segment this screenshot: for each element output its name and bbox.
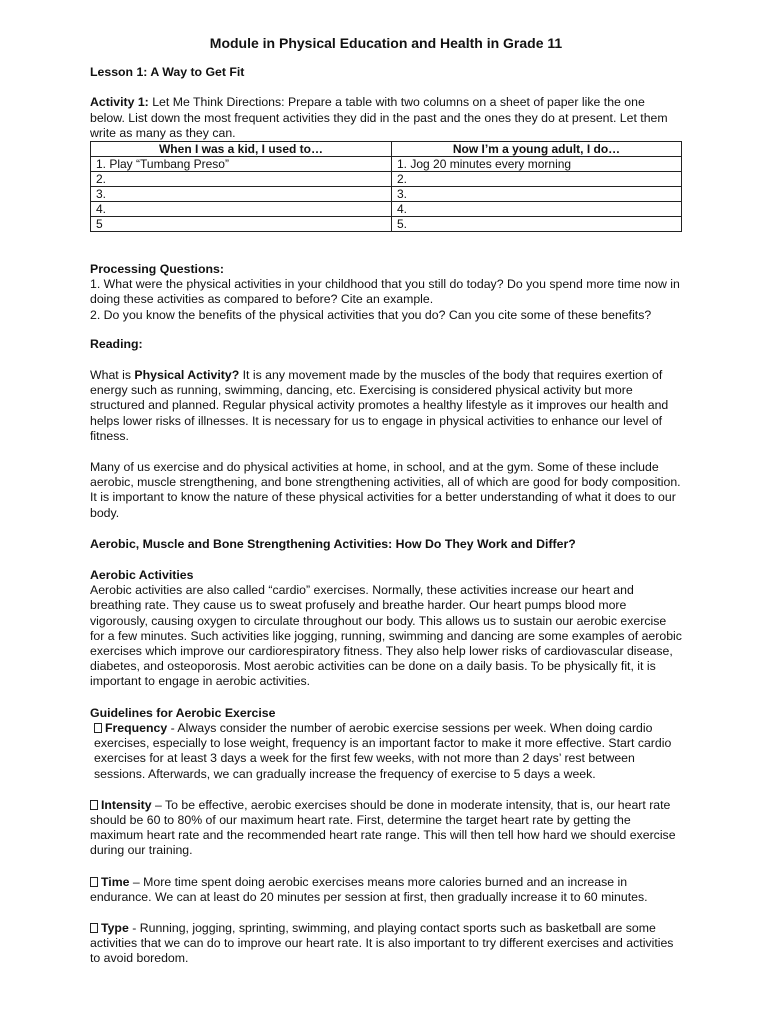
table-cell: 5.: [392, 217, 682, 232]
table-row: [91, 202, 682, 217]
processing-question-1: 1. What were the physical activities in your childhood that you still do today? Do you spend more time now in doing these activities as compared to before? Cite an example.: [90, 277, 680, 307]
reading-p1-body: It is any movement made by the muscles of the body that requires exertion of energy such as running, swimming, dancing, etc. Exercising is considered physical activity but more structured and planned. Regular physical activity promotes a healthy lifestyle as it improves our health and helps lower risks of illnesses. It is necessary for us to engage in physical activities to enhance our level of fitness.: [90, 368, 669, 443]
guideline-time: [90, 875, 682, 905]
table-row: [91, 217, 682, 232]
section-heading: Aerobic, Muscle and Bone Strengthening Activities: How Do They Work and Differ?: [90, 536, 576, 551]
table-header-past: When I was a kid, I used to…: [91, 142, 392, 157]
table-cell: 2.: [91, 172, 392, 187]
reading-p1-lead: What is: [90, 368, 135, 383]
checkbox-icon: [90, 800, 98, 810]
guideline-text: – More time spent doing aerobic exercises means more calories burned and an increase in endurance. We can at least do 20 minutes per session at first, then gradually increase it to 60 minutes.: [90, 874, 648, 904]
guideline-term: Type: [101, 920, 129, 935]
lesson-heading: Lesson 1: A Way to Get Fit: [90, 65, 245, 80]
table-cell: 3.: [91, 187, 392, 202]
table-cell: 5: [91, 217, 392, 232]
guideline-text: - Always consider the number of aerobic exercise sessions per week. When doing cardio exercises, especially to lose weight, frequency is an important factor to make it more effective. Start cardio exercises for at least 3 days a week for the first few weeks, with not more than 2 days’ rest between sessions. Afterwards, we can gradually increase the frequency of exercise to 5 days a week.: [94, 720, 672, 781]
guideline-intensity: [90, 798, 682, 859]
guideline-term: Time: [101, 874, 130, 889]
guideline-text: - Running, jogging, sprinting, swimming, and playing contact sports such as basketball are some activities that we can do to improve our heart rate. It is also important to try different exercises and activities to avoid boredom.: [90, 920, 674, 966]
table-cell: 1. Jog 20 minutes every morning: [392, 157, 682, 172]
guideline-term: Intensity: [101, 797, 152, 812]
aerobic-paragraph: Aerobic activities are also called “cardio” exercises. Normally, these activities increase our heart and breathing rate. They cause us to sweat profusely and breathe harder. Our heart pumps blood more vigorously, causing oxygen to circulate throughout our body. This allows us to sustain our aerobic exercise for a few minutes. Such activities like jogging, running, swimming and dancing are some examples of aerobic exercises which improve our cardiorespiratory fitness. They also help lower risks of cardiovascular disease, diabetes, and osteoporosis. Most aerobic activities can be done on a daily basis. To be physically fit, it is important to engage in aerobic activities.: [90, 583, 682, 689]
aerobic-heading: Aerobic Activities: [90, 568, 194, 583]
activity-paragraph: [90, 95, 682, 141]
page-title: Module in Physical Education and Health in Grade 11: [209, 35, 563, 51]
checkbox-icon: [94, 723, 102, 733]
table-cell: 2.: [392, 172, 682, 187]
reading-paragraph-1: [90, 368, 682, 444]
activity-label: Activity 1:: [90, 95, 149, 110]
guideline-term: Frequency: [105, 720, 168, 735]
table-row: [91, 172, 682, 187]
guidelines-heading: Guidelines for Aerobic Exercise: [90, 705, 276, 720]
checkbox-icon: [90, 877, 98, 887]
processing-question-2: 2. Do you know the benefits of the physical activities that you do? Can you cite some of these benefits?: [90, 307, 652, 322]
guideline-type: [90, 921, 682, 967]
checkbox-icon: [90, 923, 98, 933]
table-cell: 1. Play “Tumbang Preso”: [91, 157, 392, 172]
table-header-row: [91, 142, 682, 157]
table-row: [91, 187, 682, 202]
table-header-present: Now I’m a young adult, I do…: [392, 142, 682, 157]
processing-heading: Processing Questions:: [90, 262, 224, 277]
reading-heading: Reading:: [90, 336, 143, 351]
reading-p1-term: Physical Activity?: [134, 368, 240, 383]
table-cell: 4.: [91, 202, 392, 217]
table-row: [91, 157, 682, 172]
activity-text: Let Me Think Directions: Prepare a table with two columns on a sheet of paper like the one below. List down the most frequent activities they did in the past and the ones they do at present. Let them write as many as they can.: [90, 95, 668, 140]
guideline-frequency: [90, 721, 682, 782]
table-cell: 4.: [392, 202, 682, 217]
table-cell: 3.: [392, 187, 682, 202]
guideline-text: – To be effective, aerobic exercises should be done in moderate intensity, that is, our heart rate should be 60 to 80% of our maximum heart rate. First, determine the target heart rate by getting the maximum heart rate and the recommended heart rate range. This will then tell how hard we should exercise during our training.: [90, 797, 676, 858]
reading-paragraph-2: Many of us exercise and do physical activities at home, in school, and at the gym. Some of these include aerobic, muscle strengthening, and bone strengthening activities, all of which are good for body composition. It is important to know the nature of these physical activities for a better understanding of what it does to our body.: [90, 460, 681, 520]
activity-table: [90, 141, 682, 232]
